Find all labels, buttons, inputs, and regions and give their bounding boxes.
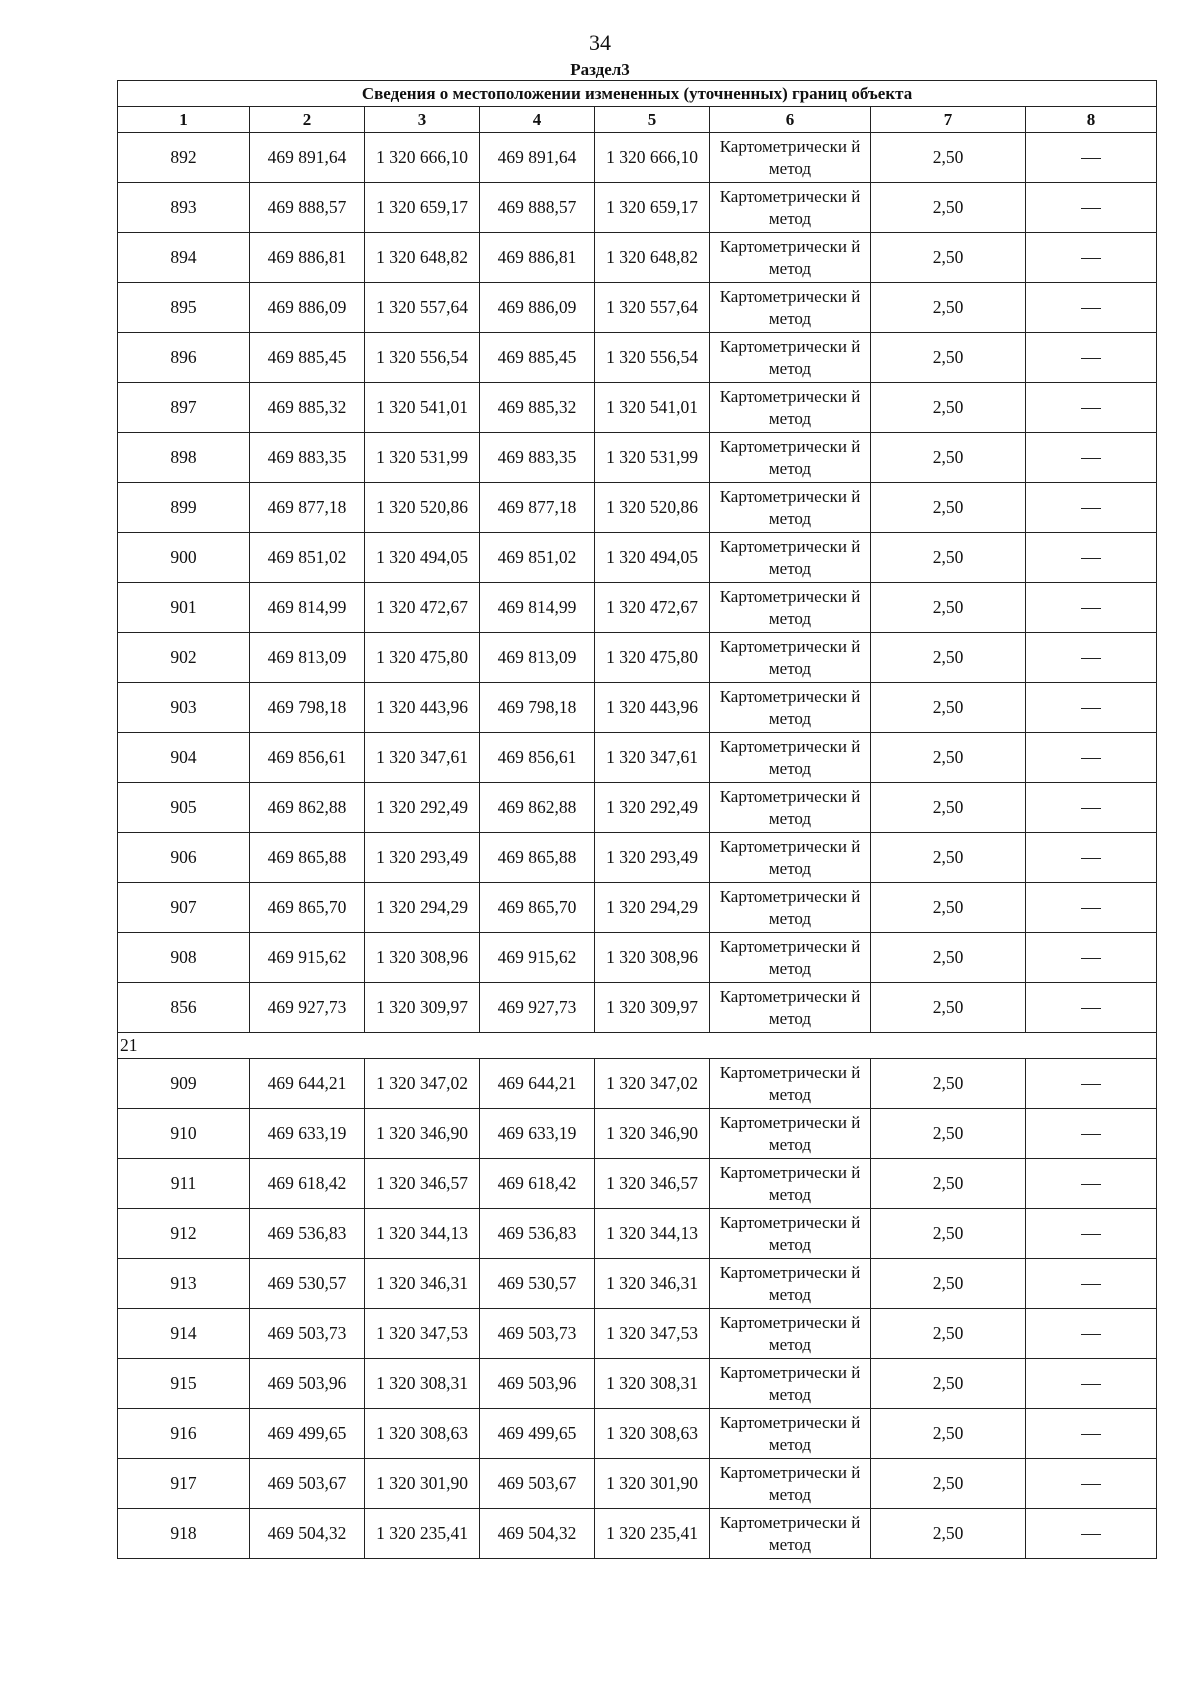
dash-mark [1081, 908, 1101, 909]
cell-col-5: 1 320 520,86 [595, 483, 710, 533]
cell-col-4: 469 862,88 [480, 783, 595, 833]
cell-col-3: 1 320 235,41 [365, 1509, 480, 1559]
cell-col-4: 469 503,73 [480, 1309, 595, 1359]
cell-col-4: 469 536,83 [480, 1209, 595, 1259]
cell-col-5: 1 320 346,31 [595, 1259, 710, 1309]
cell-col-8 [1026, 933, 1157, 983]
cell-col-4: 469 633,19 [480, 1109, 595, 1159]
dash-mark [1081, 1008, 1101, 1009]
page-number: 34 [589, 30, 611, 55]
cell-col-3: 1 320 648,82 [365, 233, 480, 283]
cell-col-5: 1 320 443,96 [595, 683, 710, 733]
cell-col-1: 909 [118, 1059, 250, 1109]
section-title: Раздел3 [570, 60, 630, 79]
cell-col-7: 2,50 [871, 333, 1026, 383]
cell-col-6: Картометрически й метод [710, 783, 871, 833]
table-body [118, 81, 1157, 1559]
table-row [118, 583, 1157, 633]
cell-col-6: Картометрически й метод [710, 1509, 871, 1559]
cell-col-4: 469 499,65 [480, 1409, 595, 1459]
cell-col-8 [1026, 1209, 1157, 1259]
cell-col-6: Картометрически й метод [710, 233, 871, 283]
cell-col-8 [1026, 683, 1157, 733]
table-row [118, 233, 1157, 283]
cell-col-5: 1 320 308,63 [595, 1409, 710, 1459]
cell-col-7: 2,50 [871, 1259, 1026, 1309]
cell-col-1: 918 [118, 1509, 250, 1559]
cell-col-2: 469 499,65 [250, 1409, 365, 1459]
cell-col-1: 856 [118, 983, 250, 1033]
table-row [118, 183, 1157, 233]
cell-col-6: Картометрически й метод [710, 633, 871, 683]
cell-col-3: 1 320 346,90 [365, 1109, 480, 1159]
cell-col-2: 469 891,64 [250, 133, 365, 183]
cell-col-1: 906 [118, 833, 250, 883]
dash-mark [1081, 258, 1101, 259]
cell-col-2: 469 886,81 [250, 233, 365, 283]
cell-col-5: 1 320 294,29 [595, 883, 710, 933]
cell-col-8 [1026, 1359, 1157, 1409]
dash-mark [1081, 1084, 1101, 1085]
dash-mark [1081, 1534, 1101, 1535]
cell-col-4: 469 885,45 [480, 333, 595, 383]
cell-col-6: Картометрически й метод [710, 583, 871, 633]
cell-col-8 [1026, 983, 1157, 1033]
boundary-coordinates-table [117, 80, 1157, 1559]
cell-col-8 [1026, 833, 1157, 883]
column-number-5: 5 [595, 107, 710, 133]
cell-col-1: 902 [118, 633, 250, 683]
cell-col-4: 469 885,32 [480, 383, 595, 433]
cell-col-8 [1026, 633, 1157, 683]
cell-col-2: 469 885,45 [250, 333, 365, 383]
cell-col-1: 896 [118, 333, 250, 383]
cell-col-7: 2,50 [871, 1159, 1026, 1209]
table-row [118, 1159, 1157, 1209]
cell-col-1: 915 [118, 1359, 250, 1409]
cell-col-2: 469 503,67 [250, 1459, 365, 1509]
cell-col-1: 914 [118, 1309, 250, 1359]
cell-col-1: 907 [118, 883, 250, 933]
cell-col-3: 1 320 443,96 [365, 683, 480, 733]
table-row [118, 933, 1157, 983]
table-row [118, 733, 1157, 783]
cell-col-4: 469 814,99 [480, 583, 595, 633]
cell-col-6: Картометрически й метод [710, 683, 871, 733]
cell-col-1: 911 [118, 1159, 250, 1209]
cell-col-8 [1026, 1309, 1157, 1359]
cell-col-4: 469 644,21 [480, 1059, 595, 1109]
dash-mark [1081, 1484, 1101, 1485]
cell-col-7: 2,50 [871, 1209, 1026, 1259]
cell-col-2: 469 644,21 [250, 1059, 365, 1109]
cell-col-8 [1026, 1459, 1157, 1509]
cell-col-5: 1 320 308,96 [595, 933, 710, 983]
cell-col-4: 469 798,18 [480, 683, 595, 733]
cell-col-1: 903 [118, 683, 250, 733]
cell-col-8 [1026, 883, 1157, 933]
dash-mark [1081, 1134, 1101, 1135]
cell-col-4: 469 886,81 [480, 233, 595, 283]
cell-col-2: 469 536,83 [250, 1209, 365, 1259]
cell-col-1: 913 [118, 1259, 250, 1309]
cell-col-2: 469 865,70 [250, 883, 365, 933]
table-row [118, 283, 1157, 333]
cell-col-5: 1 320 308,31 [595, 1359, 710, 1409]
cell-col-4: 469 813,09 [480, 633, 595, 683]
cell-col-6: Картометрически й метод [710, 1459, 871, 1509]
cell-col-5: 1 320 346,90 [595, 1109, 710, 1159]
table-row [118, 833, 1157, 883]
table-row [118, 983, 1157, 1033]
cell-col-3: 1 320 309,97 [365, 983, 480, 1033]
dash-mark [1081, 1334, 1101, 1335]
cell-col-3: 1 320 347,02 [365, 1059, 480, 1109]
dash-mark [1081, 458, 1101, 459]
cell-col-1: 912 [118, 1209, 250, 1259]
cell-col-4: 469 851,02 [480, 533, 595, 583]
cell-col-4: 469 865,70 [480, 883, 595, 933]
cell-col-4: 469 504,32 [480, 1509, 595, 1559]
cell-col-6: Картометрически й метод [710, 883, 871, 933]
cell-col-6: Картометрически й метод [710, 1259, 871, 1309]
cell-col-2: 469 798,18 [250, 683, 365, 733]
cell-col-1: 893 [118, 183, 250, 233]
cell-col-3: 1 320 556,54 [365, 333, 480, 383]
cell-col-5: 1 320 494,05 [595, 533, 710, 583]
cell-col-2: 469 927,73 [250, 983, 365, 1033]
cell-col-1: 895 [118, 283, 250, 333]
cell-col-6: Картометрически й метод [710, 383, 871, 433]
cell-col-8 [1026, 333, 1157, 383]
dash-mark [1081, 508, 1101, 509]
cell-col-4: 469 877,18 [480, 483, 595, 533]
cell-col-8 [1026, 583, 1157, 633]
cell-col-1: 898 [118, 433, 250, 483]
dash-mark [1081, 308, 1101, 309]
cell-col-3: 1 320 346,31 [365, 1259, 480, 1309]
cell-col-1: 905 [118, 783, 250, 833]
cell-col-4: 469 888,57 [480, 183, 595, 233]
cell-col-6: Картометрически й метод [710, 1209, 871, 1259]
cell-col-8 [1026, 1159, 1157, 1209]
cell-col-8 [1026, 183, 1157, 233]
cell-col-4: 469 883,35 [480, 433, 595, 483]
cell-col-3: 1 320 294,29 [365, 883, 480, 933]
cell-col-7: 2,50 [871, 133, 1026, 183]
cell-col-3: 1 320 292,49 [365, 783, 480, 833]
cell-col-4: 469 927,73 [480, 983, 595, 1033]
cell-col-2: 469 883,35 [250, 433, 365, 483]
dash-mark [1081, 758, 1101, 759]
cell-col-8 [1026, 433, 1157, 483]
cell-col-6: Картометрически й метод [710, 1309, 871, 1359]
cell-col-5: 1 320 531,99 [595, 433, 710, 483]
cell-col-5: 1 320 347,53 [595, 1309, 710, 1359]
cell-col-2: 469 877,18 [250, 483, 365, 533]
cell-col-3: 1 320 472,67 [365, 583, 480, 633]
table-row [118, 883, 1157, 933]
cell-col-3: 1 320 531,99 [365, 433, 480, 483]
cell-col-4: 469 503,96 [480, 1359, 595, 1409]
table-row [118, 333, 1157, 383]
cell-col-7: 2,50 [871, 1309, 1026, 1359]
cell-col-2: 469 886,09 [250, 283, 365, 333]
cell-col-3: 1 320 347,61 [365, 733, 480, 783]
cell-col-5: 1 320 648,82 [595, 233, 710, 283]
dash-mark [1081, 1234, 1101, 1235]
dash-mark [1081, 708, 1101, 709]
cell-col-1: 892 [118, 133, 250, 183]
cell-col-2: 469 856,61 [250, 733, 365, 783]
cell-col-3: 1 320 659,17 [365, 183, 480, 233]
cell-col-8 [1026, 1509, 1157, 1559]
cell-col-7: 2,50 [871, 983, 1026, 1033]
column-number-8: 8 [1026, 107, 1157, 133]
cell-col-1: 897 [118, 383, 250, 433]
cell-col-7: 2,50 [871, 1409, 1026, 1459]
table-row [118, 783, 1157, 833]
cell-col-5: 1 320 475,80 [595, 633, 710, 683]
cell-col-8 [1026, 1409, 1157, 1459]
table-row [118, 383, 1157, 433]
cell-col-3: 1 320 301,90 [365, 1459, 480, 1509]
dash-mark [1081, 158, 1101, 159]
cell-col-6: Картометрически й метод [710, 833, 871, 883]
cell-col-4: 469 856,61 [480, 733, 595, 783]
cell-col-2: 469 530,57 [250, 1259, 365, 1309]
cell-col-6: Картометрически й метод [710, 533, 871, 583]
cell-col-6: Картометрически й метод [710, 983, 871, 1033]
cell-col-2: 469 503,73 [250, 1309, 365, 1359]
cell-col-1: 899 [118, 483, 250, 533]
cell-col-7: 2,50 [871, 1359, 1026, 1409]
dash-mark [1081, 1434, 1101, 1435]
cell-col-8 [1026, 383, 1157, 433]
cell-col-8 [1026, 533, 1157, 583]
cell-col-2: 469 885,32 [250, 383, 365, 433]
cell-col-1: 900 [118, 533, 250, 583]
cell-col-7: 2,50 [871, 883, 1026, 933]
cell-col-6: Картометрически й метод [710, 1109, 871, 1159]
cell-col-7: 2,50 [871, 933, 1026, 983]
dash-mark [1081, 1184, 1101, 1185]
table-caption: Сведения о местоположении измененных (уточненных) границ объекта [118, 81, 1157, 107]
table-row [118, 1459, 1157, 1509]
cell-col-7: 2,50 [871, 233, 1026, 283]
cell-col-5: 1 320 292,49 [595, 783, 710, 833]
cell-col-8 [1026, 133, 1157, 183]
dash-mark [1081, 1384, 1101, 1385]
cell-col-7: 2,50 [871, 1459, 1026, 1509]
column-number-2: 2 [250, 107, 365, 133]
cell-col-5: 1 320 541,01 [595, 383, 710, 433]
group-separator-row [118, 1033, 1157, 1059]
cell-col-7: 2,50 [871, 483, 1026, 533]
cell-col-7: 2,50 [871, 783, 1026, 833]
cell-col-7: 2,50 [871, 1509, 1026, 1559]
cell-col-6: Картометрически й метод [710, 133, 871, 183]
cell-col-3: 1 320 308,63 [365, 1409, 480, 1459]
table-caption-row [118, 81, 1157, 107]
cell-col-3: 1 320 520,86 [365, 483, 480, 533]
table-row [118, 1509, 1157, 1559]
cell-col-7: 2,50 [871, 633, 1026, 683]
table-row [118, 633, 1157, 683]
cell-col-3: 1 320 308,96 [365, 933, 480, 983]
dash-mark [1081, 1284, 1101, 1285]
cell-col-2: 469 915,62 [250, 933, 365, 983]
cell-col-5: 1 320 666,10 [595, 133, 710, 183]
cell-col-1: 894 [118, 233, 250, 283]
cell-col-5: 1 320 235,41 [595, 1509, 710, 1559]
cell-col-2: 469 813,09 [250, 633, 365, 683]
cell-col-2: 469 618,42 [250, 1159, 365, 1209]
cell-col-8 [1026, 733, 1157, 783]
cell-col-7: 2,50 [871, 283, 1026, 333]
dash-mark [1081, 608, 1101, 609]
dash-mark [1081, 658, 1101, 659]
cell-col-7: 2,50 [871, 583, 1026, 633]
table-row [118, 1359, 1157, 1409]
dash-mark [1081, 808, 1101, 809]
column-number-1: 1 [118, 107, 250, 133]
cell-col-5: 1 320 556,54 [595, 333, 710, 383]
cell-col-3: 1 320 346,57 [365, 1159, 480, 1209]
cell-col-8 [1026, 783, 1157, 833]
cell-col-2: 469 633,19 [250, 1109, 365, 1159]
cell-col-3: 1 320 293,49 [365, 833, 480, 883]
cell-col-6: Картометрически й метод [710, 1159, 871, 1209]
cell-col-7: 2,50 [871, 1109, 1026, 1159]
dash-mark [1081, 558, 1101, 559]
cell-col-8 [1026, 1259, 1157, 1309]
cell-col-8 [1026, 233, 1157, 283]
table-row [118, 433, 1157, 483]
cell-col-7: 2,50 [871, 433, 1026, 483]
cell-col-3: 1 320 347,53 [365, 1309, 480, 1359]
cell-col-2: 469 888,57 [250, 183, 365, 233]
cell-col-6: Картометрически й метод [710, 333, 871, 383]
dash-mark [1081, 958, 1101, 959]
cell-col-7: 2,50 [871, 533, 1026, 583]
cell-col-1: 908 [118, 933, 250, 983]
cell-col-6: Картометрически й метод [710, 1409, 871, 1459]
cell-col-1: 910 [118, 1109, 250, 1159]
cell-col-5: 1 320 301,90 [595, 1459, 710, 1509]
table-row [118, 1409, 1157, 1459]
cell-col-1: 916 [118, 1409, 250, 1459]
cell-col-3: 1 320 666,10 [365, 133, 480, 183]
cell-col-2: 469 503,96 [250, 1359, 365, 1409]
cell-col-2: 469 851,02 [250, 533, 365, 583]
cell-col-5: 1 320 347,61 [595, 733, 710, 783]
cell-col-1: 904 [118, 733, 250, 783]
cell-col-3: 1 320 541,01 [365, 383, 480, 433]
cell-col-5: 1 320 344,13 [595, 1209, 710, 1259]
dash-mark [1081, 858, 1101, 859]
table-row [118, 683, 1157, 733]
cell-col-5: 1 320 347,02 [595, 1059, 710, 1109]
cell-col-2: 469 865,88 [250, 833, 365, 883]
cell-col-3: 1 320 494,05 [365, 533, 480, 583]
cell-col-6: Картометрически й метод [710, 1059, 871, 1109]
table-row [118, 1309, 1157, 1359]
cell-col-7: 2,50 [871, 683, 1026, 733]
cell-col-5: 1 320 472,67 [595, 583, 710, 633]
table-row [118, 1259, 1157, 1309]
column-number-4: 4 [480, 107, 595, 133]
cell-col-8 [1026, 283, 1157, 333]
cell-col-4: 469 915,62 [480, 933, 595, 983]
dash-mark [1081, 208, 1101, 209]
cell-col-8 [1026, 483, 1157, 533]
cell-col-1: 901 [118, 583, 250, 633]
cell-col-8 [1026, 1109, 1157, 1159]
cell-col-8 [1026, 1059, 1157, 1109]
cell-col-5: 1 320 293,49 [595, 833, 710, 883]
cell-col-7: 2,50 [871, 1059, 1026, 1109]
cell-col-6: Картометрически й метод [710, 433, 871, 483]
table-row [118, 533, 1157, 583]
cell-col-6: Картометрически й метод [710, 483, 871, 533]
cell-col-3: 1 320 308,31 [365, 1359, 480, 1409]
table-row [118, 1059, 1157, 1109]
cell-col-6: Картометрически й метод [710, 183, 871, 233]
cell-col-7: 2,50 [871, 383, 1026, 433]
column-number-7: 7 [871, 107, 1026, 133]
cell-col-7: 2,50 [871, 733, 1026, 783]
cell-col-3: 1 320 344,13 [365, 1209, 480, 1259]
cell-col-3: 1 320 557,64 [365, 283, 480, 333]
cell-col-5: 1 320 346,57 [595, 1159, 710, 1209]
cell-col-2: 469 814,99 [250, 583, 365, 633]
cell-col-4: 469 891,64 [480, 133, 595, 183]
cell-col-6: Картометрически й метод [710, 283, 871, 333]
cell-col-7: 2,50 [871, 833, 1026, 883]
cell-col-4: 469 886,09 [480, 283, 595, 333]
cell-col-6: Картометрически й метод [710, 933, 871, 983]
column-number-6: 6 [710, 107, 871, 133]
table-row [118, 1109, 1157, 1159]
cell-col-5: 1 320 659,17 [595, 183, 710, 233]
cell-col-4: 469 618,42 [480, 1159, 595, 1209]
cell-col-6: Картометрически й метод [710, 733, 871, 783]
cell-col-6: Картометрически й метод [710, 1359, 871, 1409]
cell-col-4: 469 530,57 [480, 1259, 595, 1309]
table-row [118, 133, 1157, 183]
cell-col-1: 917 [118, 1459, 250, 1509]
column-number-row [118, 107, 1157, 133]
cell-col-5: 1 320 557,64 [595, 283, 710, 333]
dash-mark [1081, 358, 1101, 359]
cell-col-2: 469 862,88 [250, 783, 365, 833]
table-row [118, 483, 1157, 533]
column-number-3: 3 [365, 107, 480, 133]
cell-col-5: 1 320 309,97 [595, 983, 710, 1033]
cell-col-4: 469 865,88 [480, 833, 595, 883]
group-label: 21 [118, 1033, 1157, 1059]
dash-mark [1081, 408, 1101, 409]
cell-col-4: 469 503,67 [480, 1459, 595, 1509]
cell-col-7: 2,50 [871, 183, 1026, 233]
cell-col-2: 469 504,32 [250, 1509, 365, 1559]
table-row [118, 1209, 1157, 1259]
cell-col-3: 1 320 475,80 [365, 633, 480, 683]
